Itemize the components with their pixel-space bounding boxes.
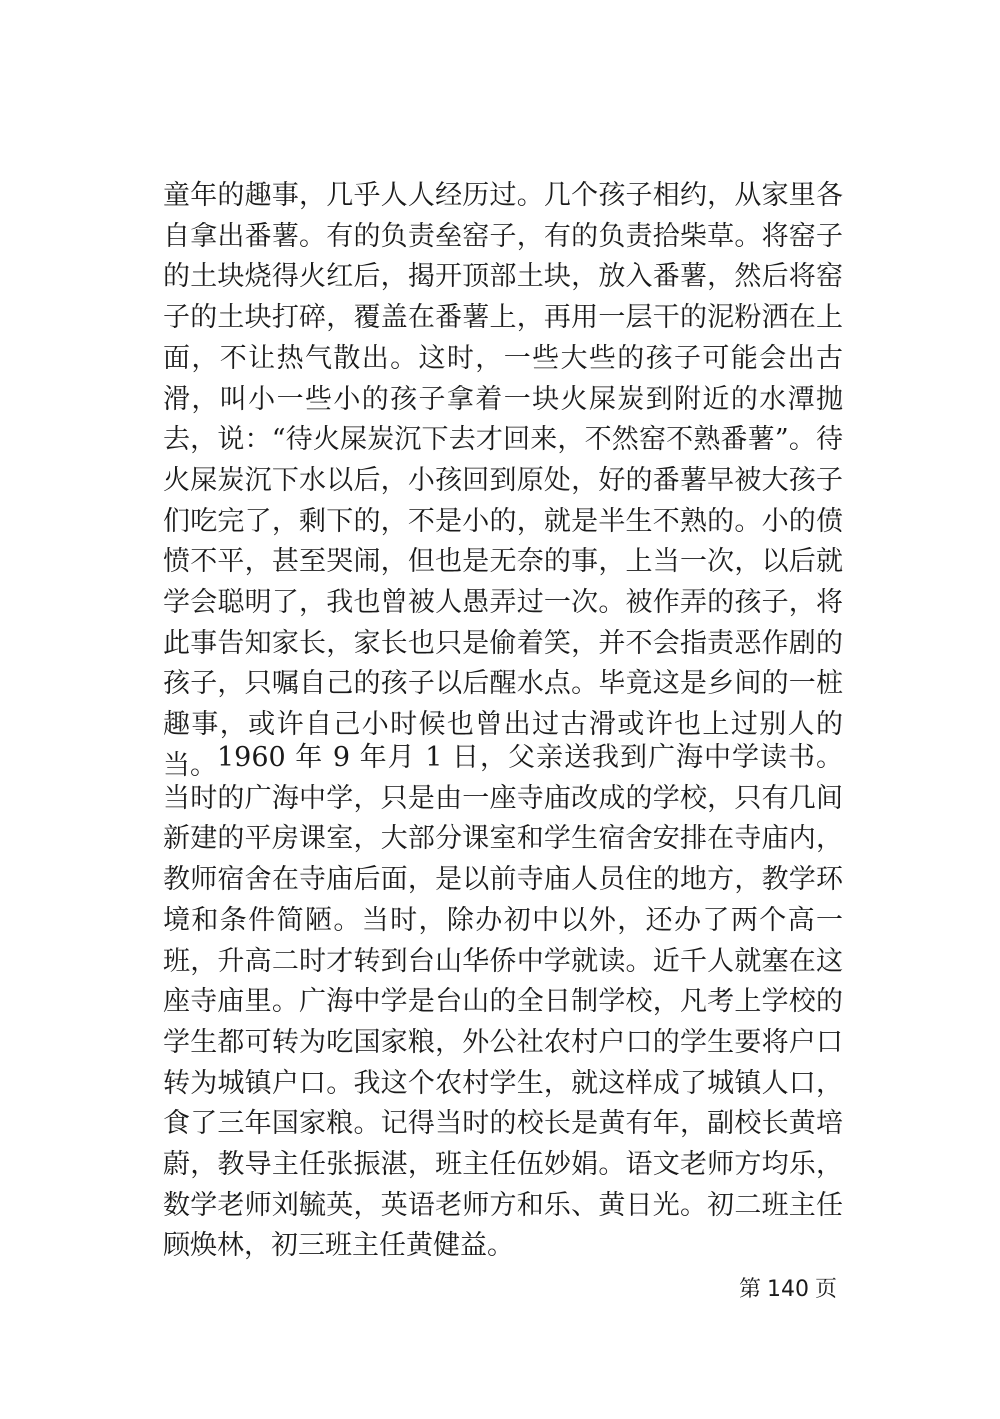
page-number-suffix: 页 xyxy=(814,1277,837,1302)
paragraph-2: 1960 年 9 年月 1 日，父亲送我到广海中学读书。当时的广海中学，只是由一座寺庙改成的学校，只有几间新建的平房课室，大部分课室和学生宿舍安排在寺庙内，教师宿舍在寺庙后面，是以前寺庙人员住的地方，教学环境和条件简陋。当时，除办初中以外，还办了两个高一班，升高二时才转到台山华侨中学就读。近千人就塞在这座寺庙里。广海中学是台山的全日制学校，凡考上学校的学生都可转为吃国家粮，外公社农村户口的学生要将户口转为城镇户口。我这个农村学生，就这样成了城镇人口，食了三年国家粮。记得当时的校长是黄有年，副校长黄培蔚，教导主任张振湛，班主任伍妙娟。语文老师方均乐，数学老师刘毓英，英语老师方和乐、黄日光。初二班主任顾焕林，初三班主任黄健益。 xyxy=(163,742,843,1262)
paragraph-1: 童年的趣事，几乎人人经历过。几个孩子相约，从家里各自拿出番薯。有的负责垒窑子，有的负责拾柴草。将窑子的土块烧得火红后，揭开顶部土块，放入番薯，然后将窑子的土块打碎，覆盖在番薯上，再用一层干的泥粉洒在上面，不让热气散出。这时，一些大些的孩子可能会出古滑，叫小一些小的孩子拿着一块火屎炭到附近的水潭抛去，说：“待火屎炭沉下去才回来，不然窑不熟番薯”。待火屎炭沉下水以后，小孩回到原处，好的番薯早被大孩子们吃完了，剩下的，不是小的，就是半生不熟的。小的偾愤不平，甚至哭闹，但也是无奈的事，上当一次，以后就学会聪明了，我也曾被人愚弄过一次。被作弄的孩子，将此事告知家长，家长也只是偷着笑，并不会指责恶作剧的孩子，只嘱自己的孩子以后醒水点。毕竟这是乡间的一桩趣事，或许自己小时候也曾出过古滑或许也上过别人的当。 xyxy=(163,180,843,781)
page-number xyxy=(739,1276,837,1304)
page-number-prefix: 第 xyxy=(738,1277,761,1302)
page-number-value: 140 xyxy=(766,1277,809,1302)
